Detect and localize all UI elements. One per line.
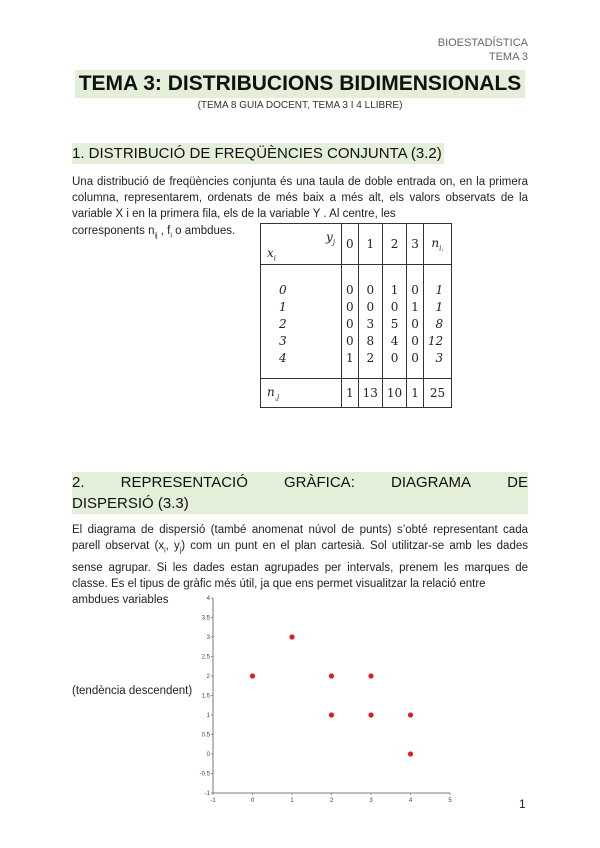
y-tick-label: 2.5 bbox=[201, 654, 210, 661]
section2-p-last: ambdues variables bbox=[72, 594, 169, 607]
y-tick-label: -1 bbox=[204, 791, 210, 797]
scatter-point bbox=[329, 712, 334, 717]
section2-heading-line1 bbox=[72, 472, 528, 493]
section2-p-b: , y bbox=[165, 540, 180, 553]
row-x: 3 bbox=[279, 333, 287, 348]
chart-ticks bbox=[200, 596, 453, 804]
cell: 1 bbox=[342, 349, 359, 379]
cell-nj: 13 bbox=[358, 379, 382, 408]
cell-nj: 10 bbox=[382, 379, 406, 408]
x-tick-label: 2 bbox=[329, 798, 334, 804]
sub-i: i bbox=[170, 231, 172, 239]
section2-p-c: ) com un punt en el plan cartesià. Sol utilitzar-se amb les dades sense agrupar. Si les dades estan agrupades per intervals, prenem les marques de classe. Es el tipus de gràfic més útil, ja que ens permet visualitzar la relació entre bbox=[72, 540, 528, 590]
table-total-row bbox=[261, 379, 452, 408]
x-tick-label: 0 bbox=[250, 798, 255, 804]
cell-ni: 1 bbox=[423, 298, 451, 315]
scatter-plot bbox=[195, 590, 465, 805]
scatter-point bbox=[289, 634, 294, 639]
cell: 0 bbox=[342, 298, 359, 315]
table-row bbox=[261, 265, 452, 299]
chart-points bbox=[250, 634, 413, 756]
cell: 0 bbox=[382, 298, 406, 315]
section1-heading: 1. DISTRIBUCIÓ DE FREQÜÈNCIES CONJUNTA (3.2) bbox=[72, 145, 442, 162]
cell: 0 bbox=[358, 298, 382, 315]
y-tick-label: 2 bbox=[206, 674, 210, 680]
cell: 0 bbox=[358, 265, 382, 299]
x-tick-label: -1 bbox=[210, 798, 216, 804]
cell-ni: 3 bbox=[423, 349, 451, 379]
section1-paragraph-tail-a: corresponents n bbox=[72, 224, 155, 237]
x-tick-label: 1 bbox=[290, 798, 294, 804]
scatter-point bbox=[408, 751, 413, 756]
section2-heading-word: DIAGRAMA bbox=[390, 474, 471, 491]
page-subtitle: (TEMA 8 GUIA DOCENT, TEMA 3 I 4 LLIBRE) bbox=[197, 100, 403, 111]
table-row bbox=[261, 298, 452, 315]
cell: 1 bbox=[407, 298, 424, 315]
cell: 0 bbox=[407, 265, 424, 299]
header-topic: TEMA 3 bbox=[488, 51, 528, 63]
cell: 0 bbox=[407, 332, 424, 349]
y-tick-label: 3.5 bbox=[201, 615, 210, 622]
cell-nj: 1 bbox=[407, 379, 424, 408]
col-header-y1: 1 bbox=[358, 224, 382, 265]
cell: 0 bbox=[342, 332, 359, 349]
corner-x: $x_i$ bbox=[267, 246, 277, 263]
section2-heading-line2: DISPERSIÓ (3.3) bbox=[72, 495, 189, 512]
scatter-point bbox=[408, 712, 413, 717]
scatter-point bbox=[368, 712, 373, 717]
table-row bbox=[261, 332, 452, 349]
title-wrap bbox=[0, 70, 600, 98]
row-x: 1 bbox=[279, 299, 287, 314]
sub-i: i bbox=[164, 547, 166, 555]
col-header-y3: 3 bbox=[407, 224, 424, 265]
x-tick-label: 5 bbox=[448, 798, 452, 804]
table-corner bbox=[261, 224, 342, 265]
cell: 3 bbox=[358, 315, 382, 332]
cell: 0 bbox=[382, 349, 406, 379]
row-x: 4 bbox=[279, 350, 287, 365]
cell-ni: 1 bbox=[423, 265, 451, 299]
cell: 8 bbox=[358, 332, 382, 349]
col-header-y0: 0 bbox=[342, 224, 359, 265]
y-tick-label: 3 bbox=[206, 635, 210, 641]
cell-ni: 8 bbox=[423, 315, 451, 332]
chart-axes bbox=[213, 598, 450, 793]
cell: 0 bbox=[342, 315, 359, 332]
y-tick-label: 1 bbox=[206, 713, 210, 719]
section2-heading-word: REPRESENTACIÓ bbox=[120, 474, 248, 491]
cell: 4 bbox=[382, 332, 406, 349]
cell: 5 bbox=[382, 315, 406, 332]
header-subject: BIOESTADÍSTICA bbox=[437, 37, 528, 49]
x-tick-label: 3 bbox=[369, 798, 373, 804]
table-header-row bbox=[261, 224, 452, 265]
row-x: 0 bbox=[261, 265, 342, 299]
sub-j: j bbox=[179, 547, 182, 555]
corner-y: $y_j$ bbox=[326, 230, 335, 247]
cell: 0 bbox=[407, 315, 424, 332]
frequency-table bbox=[260, 223, 452, 408]
tendency-note: (tendència descendent) bbox=[72, 685, 193, 697]
cell-nj: 1 bbox=[342, 379, 359, 408]
y-tick-label: 0.5 bbox=[201, 732, 210, 739]
section1-paragraph-tail-b: , f bbox=[157, 224, 171, 237]
col-header-ni: $n_{i.}$ bbox=[423, 224, 451, 265]
section2-heading-word: DE bbox=[507, 474, 528, 491]
y-tick-label: -0.5 bbox=[199, 771, 210, 778]
scatter-point bbox=[368, 673, 373, 678]
section1-paragraph-tail-c: o ambdues. bbox=[171, 224, 236, 237]
section2-heading bbox=[72, 472, 528, 514]
cell-ni: 12 bbox=[423, 332, 451, 349]
y-tick-label: 4 bbox=[206, 596, 210, 602]
sub-ij: ij bbox=[154, 231, 158, 239]
section1-paragraph-main: Una distribució de freqüències conjunta és una taula de doble entrada on, en la primera columna, representarem, ordenats de més baix a més alt, els valors observats de la variable X i en la primera fila, els de la variable Y . Al centre, les bbox=[72, 176, 528, 221]
cell-total: 25 bbox=[423, 379, 451, 408]
row-nj-label: $n_{.j}$ bbox=[261, 379, 342, 408]
section2-p-a: El diagrama de dispersió (també anomenat núvol de punts) s’obté representant cada parell observat (x bbox=[72, 524, 528, 553]
row-x: 2 bbox=[279, 316, 287, 331]
col-header-y2: 2 bbox=[382, 224, 406, 265]
page-number: 1 bbox=[519, 797, 526, 811]
table-row bbox=[261, 349, 452, 379]
cell: 2 bbox=[358, 349, 382, 379]
table-row bbox=[261, 315, 452, 332]
cell: 0 bbox=[342, 265, 359, 299]
x-tick-label: 4 bbox=[408, 798, 413, 804]
y-tick-label: 1.5 bbox=[201, 693, 210, 700]
section2-heading-word: GRÀFICA: bbox=[284, 474, 355, 491]
scatter-point bbox=[329, 673, 334, 678]
page-title: TEMA 3: DISTRIBUCIONS BIDIMENSIONALS bbox=[75, 70, 526, 98]
scatter-point bbox=[250, 673, 255, 678]
section2-heading-word: 2. bbox=[72, 474, 85, 491]
y-tick-label: 0 bbox=[206, 752, 210, 758]
cell: 0 bbox=[407, 349, 424, 379]
cell: 1 bbox=[382, 265, 406, 299]
